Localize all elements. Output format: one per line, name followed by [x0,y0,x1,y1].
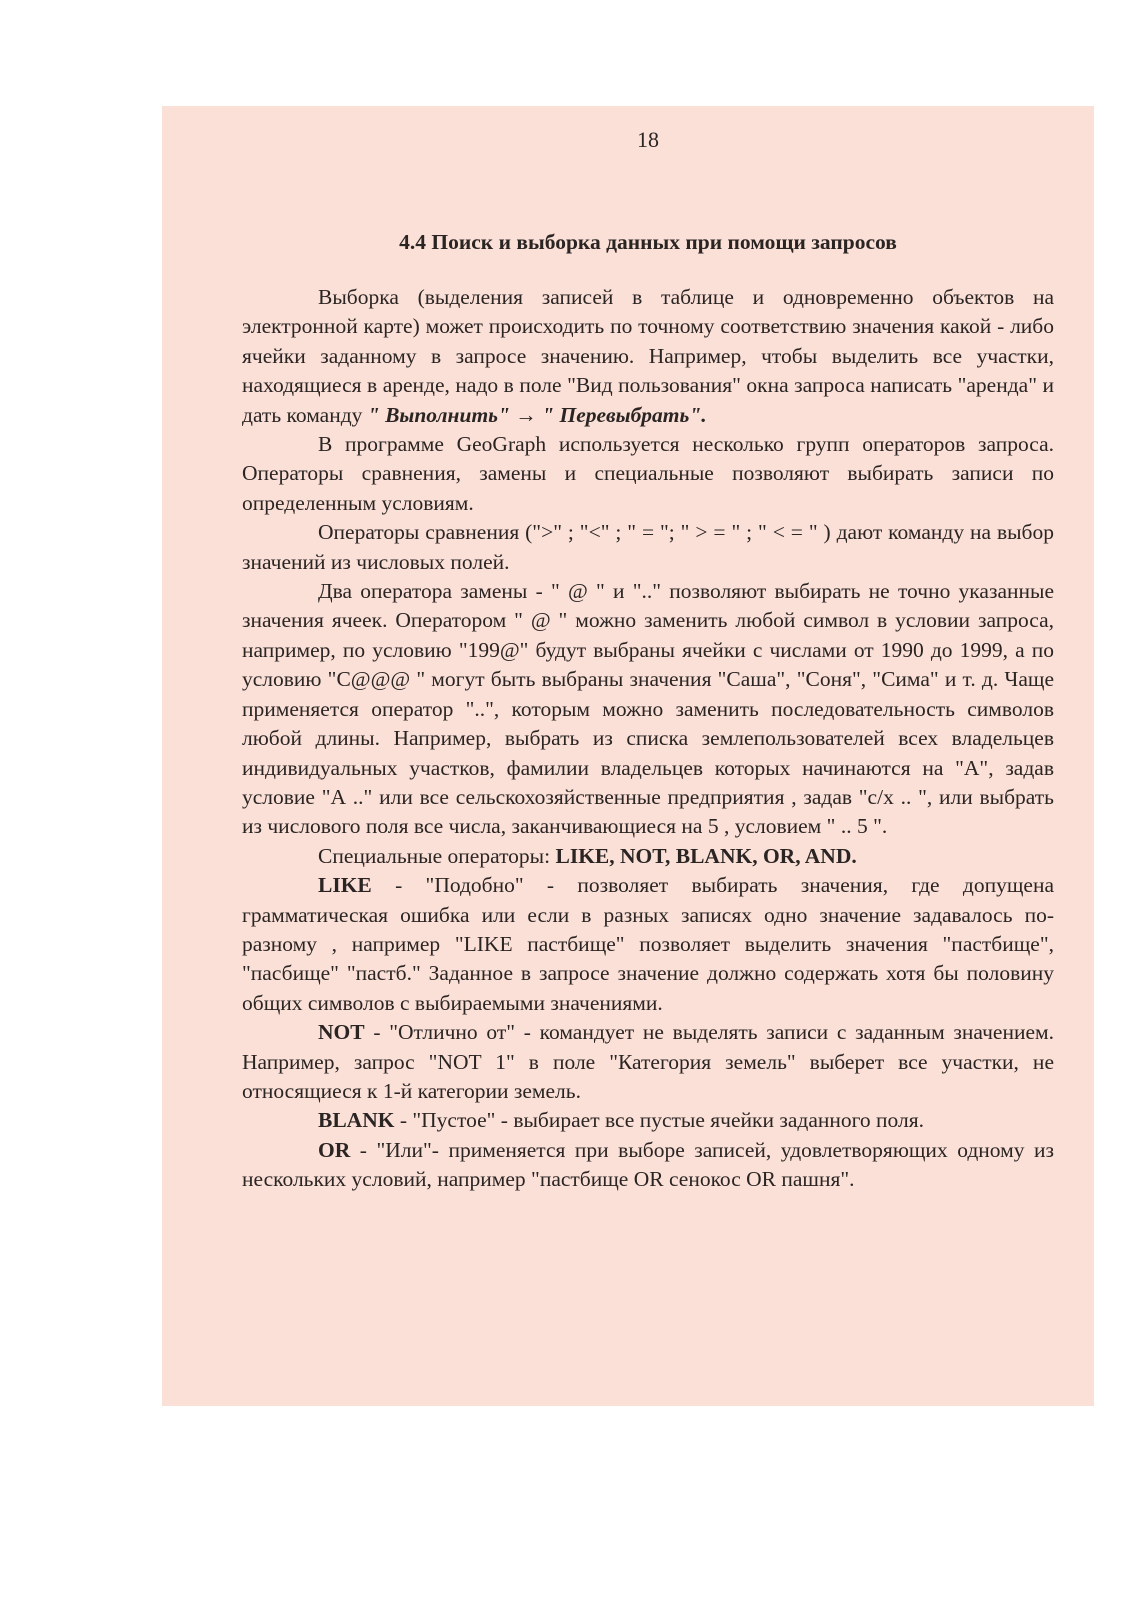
keyword-not: NOT [318,1020,365,1045]
keyword-or: OR [318,1137,351,1162]
page-number: 18 [637,127,659,152]
paragraph-replacement-operators: Два оператора замены - " @ " и ".." позволяют выбирать не точно указанные значения ячеек. Оператором " @ " можно заменить любой символ в условии запроса, например, по условию "199@" будут выбраны ячейки с числами от 1990 до 1999, а по условию "С@@@ " могут быть выбраны значения "Саша", "Соня", "Сима" и т. д. Чаще применяется оператор "..", которым можно заменить последовательность символов любой длины. Например, выбрать из списка землепользователей всех владельцев индивидуальных участков, фамилии владельцев которых начинаются на "А", задав условие "А .." или все сельскохозяйственные предприятия , задав "с/х .. ", или выбрать из числового поля все числа, заканчивающиеся на 5 , условием " .. 5 ". [242,579,1054,839]
paragraph-selection [242,283,1054,430]
command-text: " Выполнить" → " Перевыбрать". [367,402,707,427]
section-heading: 4.4 Поиск и выборка данных при помощи запросов [399,230,897,254]
paragraph-like [242,871,1054,1018]
paragraph-text: - "Отлично от" - командует не выделять записи с заданным значением. Например, запрос "NOT 1" в поле "Категория земель" выберет все участки, не относящиеся к 1-й категории земель. [242,1020,1054,1103]
paragraph-comparison-operators: Операторы сравнения (">" ; "<" ; " = "; " > = " ; " < = " ) дают команду на выбор значений из числовых полей. [242,520,1054,574]
operator-list: LIKE, NOT, BLANK, OR, AND. [555,843,857,868]
paragraph-blank [242,1106,1054,1135]
body-text [242,283,1054,1195]
paragraph-text: - "Подобно" - позволяет выбирать значения, где допущена грамматическая ошибка или если в разных записях одно значение задавалось по-разному , например "LIKE пастбище" позволяет выделить значения "пастбище", "пасбище" "пастб." Заданное в запросе значение должно содержать хотя бы половину общих символов с выбираемыми значениями. [242,873,1054,1015]
paragraph-text: Специальные операторы: [318,843,556,868]
keyword-blank: BLANK [318,1108,395,1133]
paragraph-or [242,1136,1054,1195]
paragraph-text: - "Или"- применяется при выборе записей, удовлетворяющих одному из нескольких условий, например "пастбище OR сенокос OR пашня". [242,1137,1054,1192]
scanned-page [162,106,1094,1406]
keyword-like: LIKE [318,873,372,898]
paragraph-operator-groups: В программе GeoGraph используется несколько групп операторов запроса. Операторы сравнения, замены и специальные позволяют выбирать записи по определенным условиям. [242,432,1054,515]
paragraph-not [242,1018,1054,1106]
paragraph-text: - "Пустое" - выбирает все пустые ячейки заданного поля. [394,1108,925,1133]
paragraph-text: Выборка (выделения записей в таблице и одновременно объектов на электронной карте) может происходить по точному соответствию значения какой - либо ячейки заданному в запросе значению. Например, чтобы выделить все участки, находящиеся в аренде, надо в поле "Вид пользования" окна запроса написать "аренда" и дать команду [242,285,1054,427]
paragraph-special-operators [242,842,1054,871]
